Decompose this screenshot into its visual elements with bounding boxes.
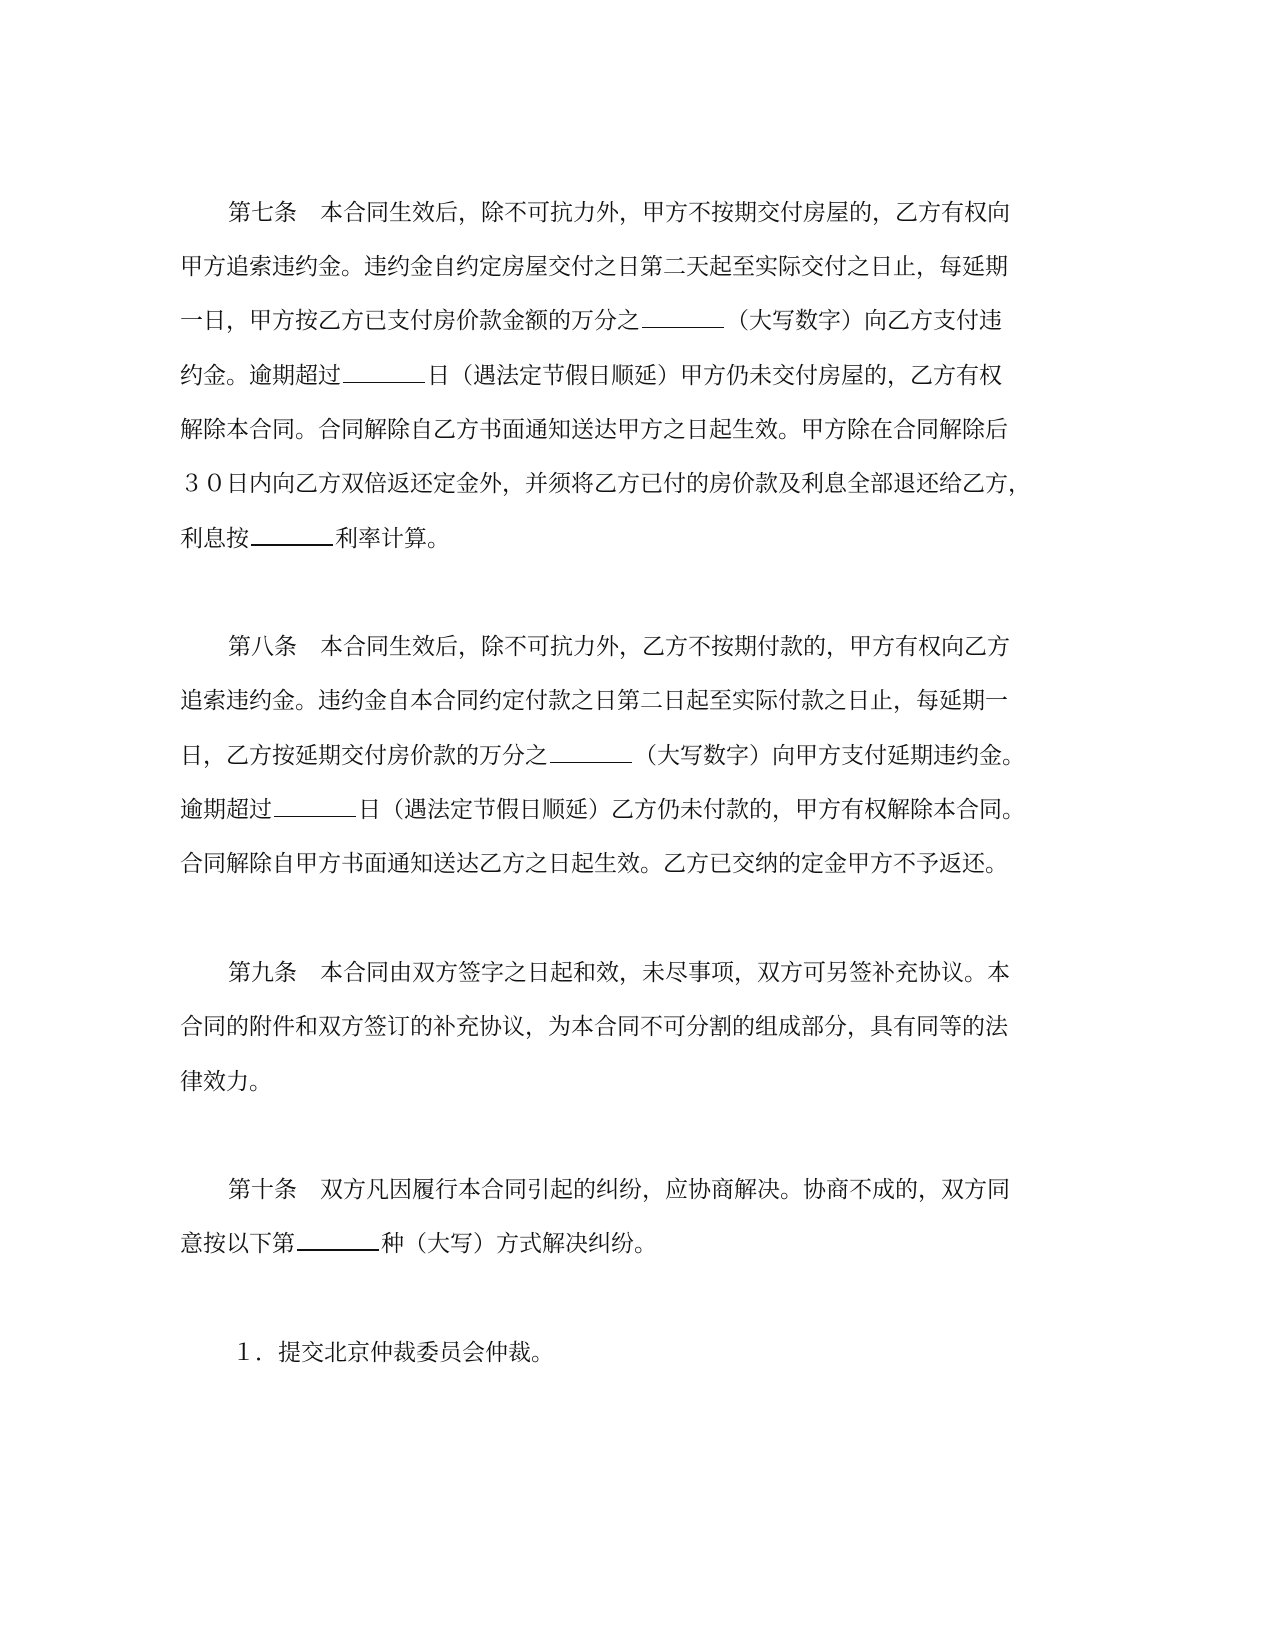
article-8-line-5: 合同解除自甲方书面通知送达乙方之日起生效。乙方已交纳的定金甲方不予返还。 xyxy=(180,851,1008,877)
article-10-line-1: 第十条 双方凡因履行本合同引起的纠纷，应协商解决。协商不成的，双方同 xyxy=(228,1177,1010,1203)
article-7-line-4: 约金。逾期超过 日（遇法定节假日顺延）甲方仍未交付房屋的，乙方有权 xyxy=(180,363,1002,389)
article-8-line-1: 第八条 本合同生效后，除不可抗力外，乙方不按期付款的，甲方有权向乙方 xyxy=(228,634,1010,660)
article-7-line-6: ３０日内向乙方双倍返还定金外，并须将乙方已付的房价款及利息全部退还给乙方， xyxy=(180,471,1031,497)
option-1: １．提交北京仲裁委员会仲裁。 xyxy=(232,1340,554,1366)
fill-blank xyxy=(251,524,333,546)
article-7-line-2: 甲方追索违约金。违约金自约定房屋交付之日第二天起至实际交付之日止，每延期 xyxy=(180,254,1008,280)
article-7-line-5: 解除本合同。合同解除自乙方书面通知送达甲方之日起生效。甲方除在合同解除后 xyxy=(180,417,1008,443)
article-8-line-2: 追索违约金。违约金自本合同约定付款之日第二日起至实际付款之日止，每延期一 xyxy=(180,688,1008,714)
article-7-line-1: 第七条 本合同生效后，除不可抗力外，甲方不按期交付房屋的，乙方有权向 xyxy=(228,200,1010,226)
article-9-line-1: 第九条 本合同由双方签字之日起和效，未尽事项，双方可另签补充协议。本 xyxy=(228,960,1010,986)
article-8-line-3: 日，乙方按延期交付房价款的万分之 （大写数字）向甲方支付延期违约金。 xyxy=(180,743,1025,769)
fill-blank xyxy=(343,362,425,383)
article-7-line-7: 利息按 利率计算。 xyxy=(180,526,450,552)
fill-blank xyxy=(274,796,356,817)
fill-blank xyxy=(550,742,632,763)
fill-blank xyxy=(642,307,724,328)
article-9-line-2: 合同的附件和双方签订的补充协议，为本合同不可分割的组成部分，具有同等的法 xyxy=(180,1014,1008,1040)
fill-blank xyxy=(297,1229,379,1251)
article-9-line-3: 律效力。 xyxy=(180,1069,272,1095)
article-7-line-3: 一日，甲方按乙方已支付房价款金额的万分之 （大写数字）向乙方支付违 xyxy=(180,308,1002,334)
article-10-line-2: 意按以下第 种（大写）方式解决纠纷。 xyxy=(180,1231,657,1257)
article-8-line-4: 逾期超过 日（遇法定节假日顺延）乙方仍未付款的，甲方有权解除本合同。 xyxy=(180,797,1025,823)
